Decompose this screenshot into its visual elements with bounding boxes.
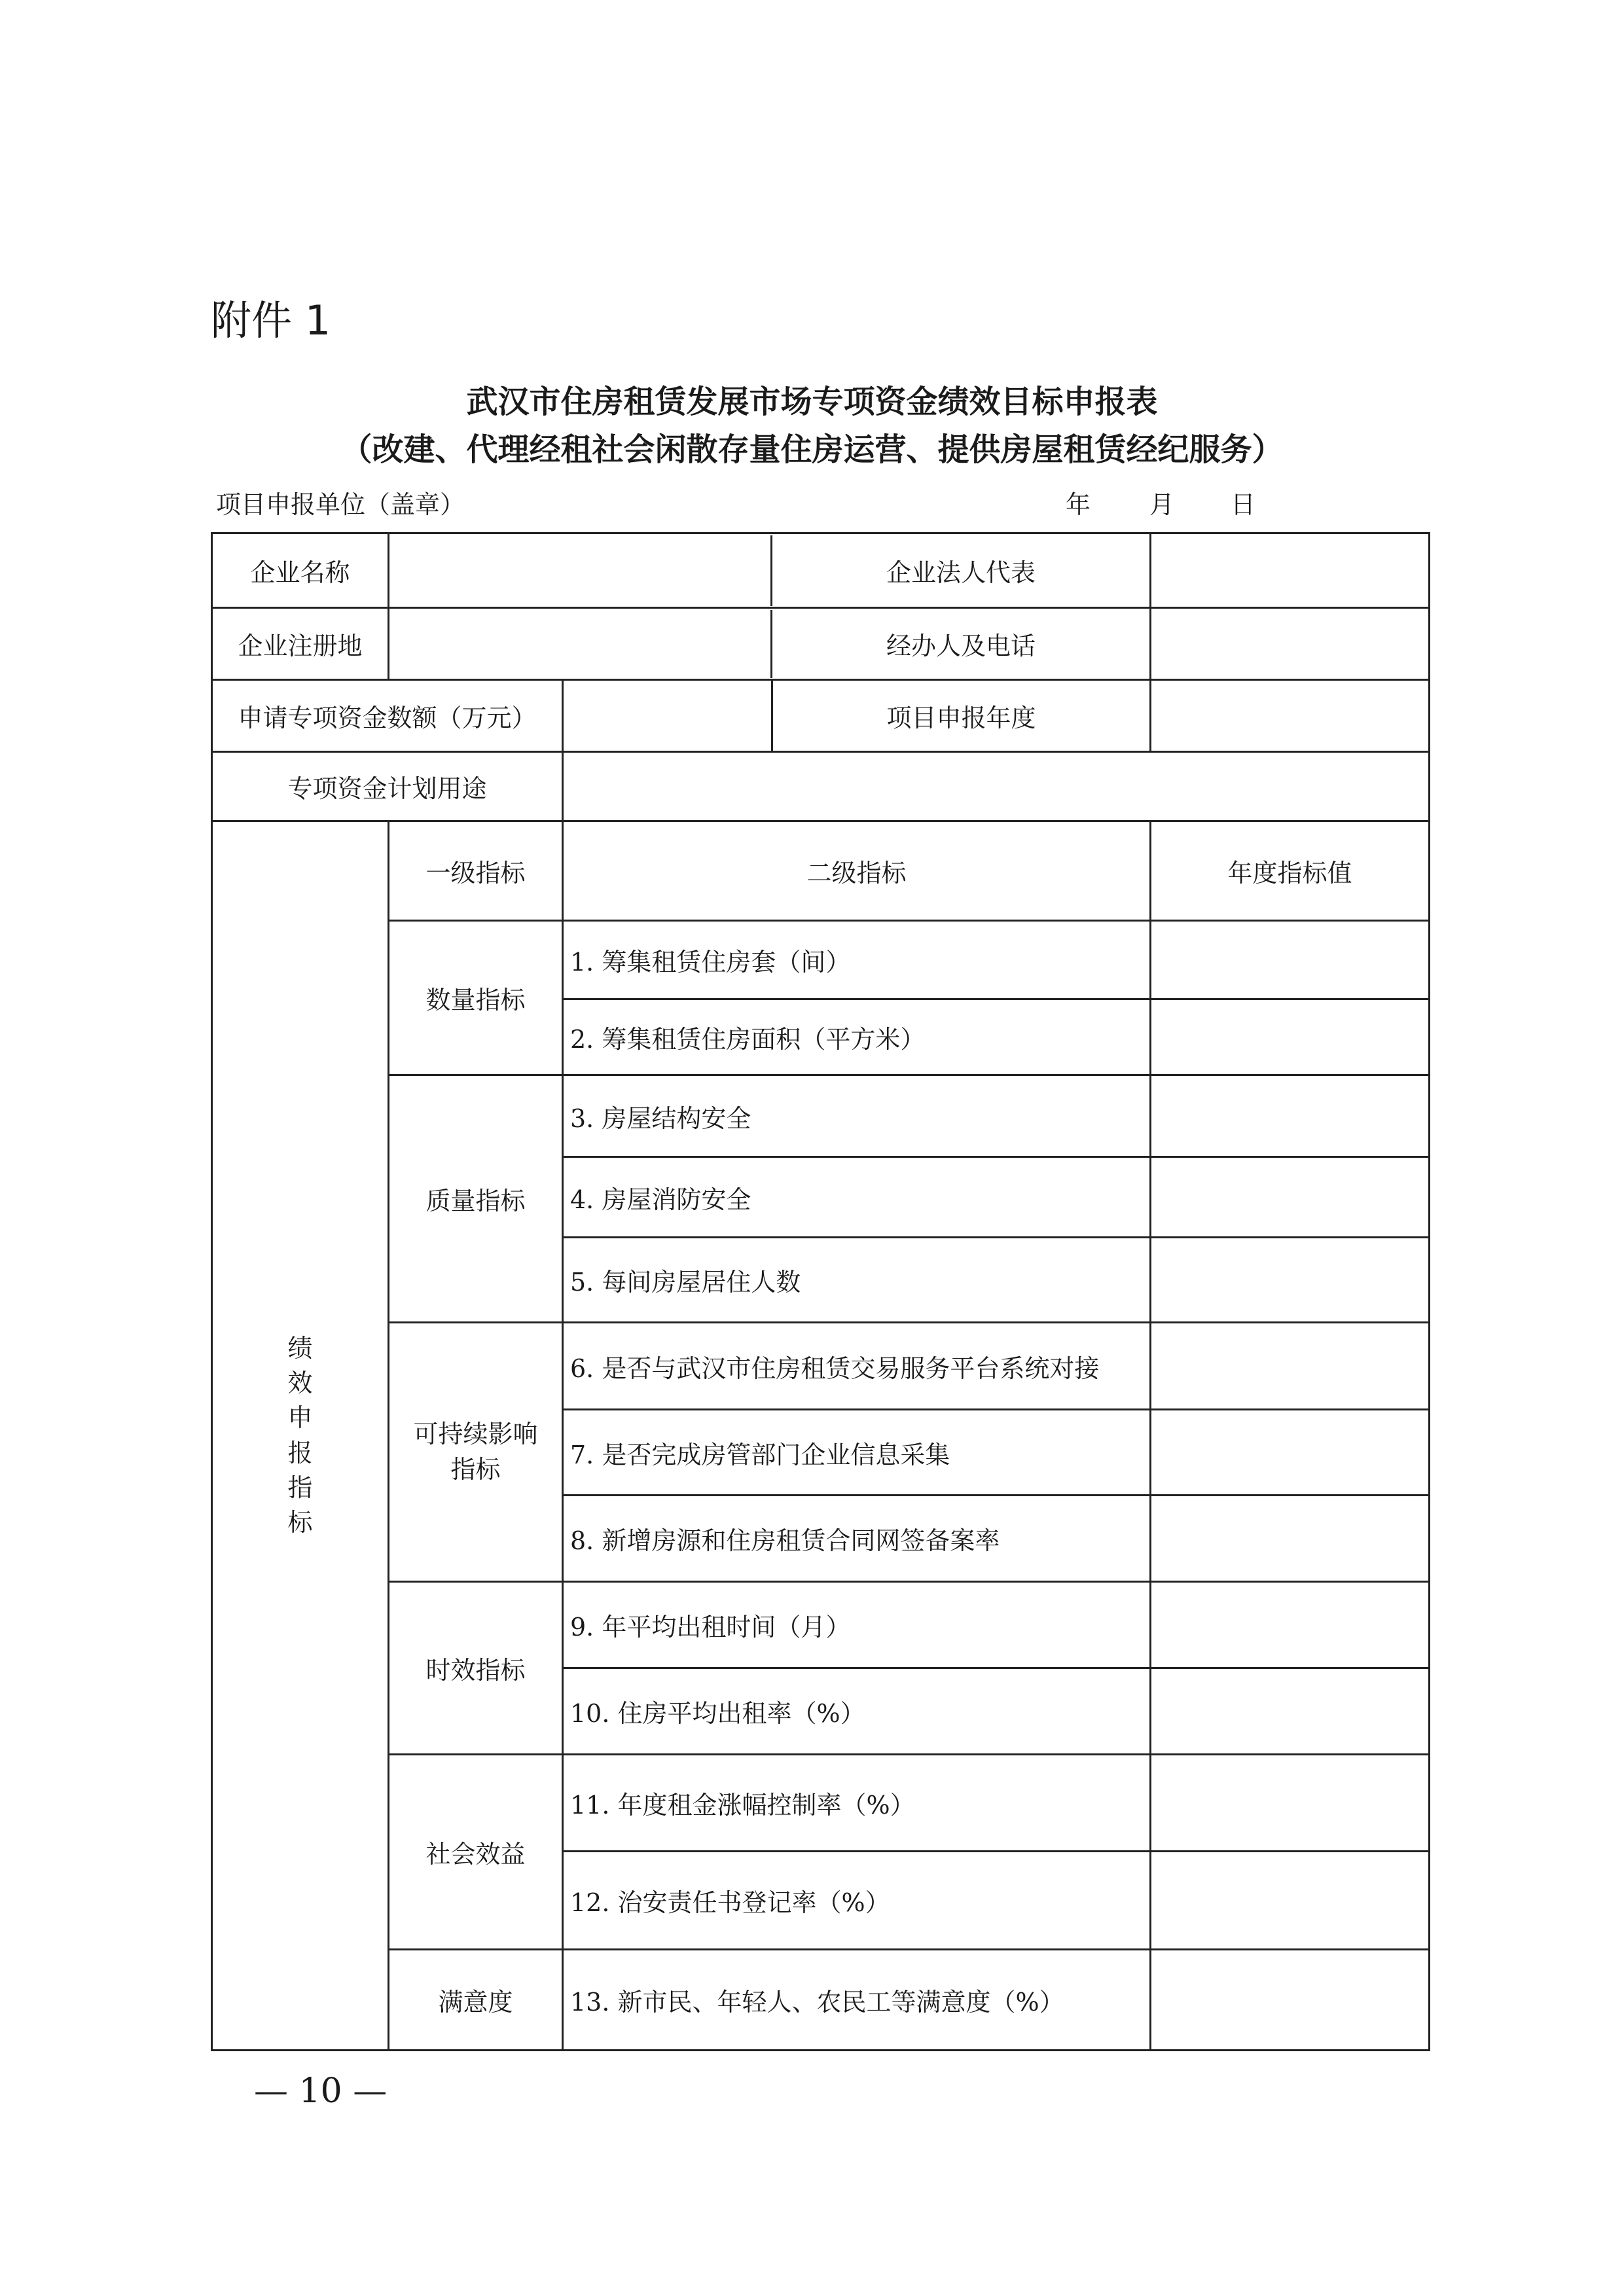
legal-rep-value[interactable] [1151,533,1430,608]
company-name-label: 企业名称 [212,533,389,608]
project-year-label: 项目申报年度 [772,680,1151,752]
performance-target-form [211,532,1430,2051]
handler-phone-value[interactable] [1151,608,1430,680]
indicator-1: 1. 筹集租赁住房套（间） [563,921,1151,999]
fund-amount-value[interactable] [563,680,772,752]
indicator-7: 7. 是否完成房管部门企业信息采集 [563,1410,1151,1496]
form-title: 武汉市住房租赁发展市场专项资金绩效目标申报表 [466,384,1158,420]
indicator-5: 5. 每间房屋居住人数 [563,1238,1151,1323]
indicator-8: 8. 新增房源和住房租赁合同网签备案率 [563,1496,1151,1582]
company-name-value[interactable] [389,535,772,606]
company-name-value-cell[interactable] [389,533,1151,608]
legal-rep-label: 企业法人代表 [886,558,1036,587]
indicator-3-value[interactable] [1151,1075,1430,1157]
indicator-6: 6. 是否与武汉市住房租赁交易服务平台系统对接 [563,1323,1151,1410]
perf-indicator-label-cell [212,821,389,2051]
form-subtitle: （改建、代理经租社会闲散存量住房运营、提供房屋租赁经纪服务） [340,431,1284,468]
indicator-10: 10. 住房平均出租率（%） [563,1668,1151,1755]
indicator-6-value[interactable] [1151,1323,1430,1410]
indicator-9-value[interactable] [1151,1582,1430,1668]
page-number: — 10 — [254,2072,388,2111]
group-sustain-label: 可持续影响指标 [413,1420,538,1484]
indicator-5-value[interactable] [1151,1238,1430,1323]
indicator-12: 12. 治安责任书登记率（%） [563,1852,1151,1950]
group-quality: 质量指标 [389,1075,563,1323]
indicator-4: 4. 房屋消防安全 [563,1157,1151,1238]
indicator-1-value[interactable] [1151,921,1430,999]
group-sustain [389,1323,563,1582]
fund-purpose-value[interactable] [563,752,1430,821]
applicant-unit-label: 项目申报单位（盖章） [216,490,465,519]
indicator-7-value[interactable] [1151,1410,1430,1496]
indicator-3: 3. 房屋结构安全 [563,1075,1151,1157]
indicator-9: 9. 年平均出租时间（月） [563,1582,1151,1668]
perf-indicator-label: 绩效申报指标 [287,1333,313,1537]
indicator-12-value[interactable] [1151,1852,1430,1950]
indicator-4-value[interactable] [1151,1157,1430,1238]
indicator-11: 11. 年度租金涨幅控制率（%） [563,1755,1151,1852]
attachment-label: 附件 1 [211,296,331,344]
indicator-11-value[interactable] [1151,1755,1430,1852]
level2-header: 二级指标 [563,821,1151,921]
group-timeliness: 时效指标 [389,1582,563,1755]
level1-header: 一级指标 [389,821,563,921]
group-quantity: 数量指标 [389,921,563,1075]
group-social: 社会效益 [389,1755,563,1950]
group-satisfaction: 满意度 [389,1950,563,2051]
indicator-2-value[interactable] [1151,999,1430,1075]
date-year-label: 年 [1066,490,1091,519]
reg-address-value[interactable] [389,610,772,678]
date-month-label: 月 [1149,490,1175,519]
reg-address-label: 企业注册地 [212,608,389,680]
indicator-10-value[interactable] [1151,1668,1430,1755]
date-day-label: 日 [1231,490,1256,519]
annual-value-header: 年度指标值 [1151,821,1430,921]
handler-phone-label: 经办人及电话 [886,632,1036,660]
fund-purpose-label: 专项资金计划用途 [212,752,563,821]
project-year-value[interactable] [1151,680,1430,752]
reg-address-value-cell[interactable] [389,608,1151,680]
fund-amount-label: 申请专项资金数额（万元） [212,680,563,752]
indicator-13: 13. 新市民、年轻人、农民工等满意度（%） [563,1950,1151,2051]
indicator-13-value[interactable] [1151,1950,1430,2051]
indicator-8-value[interactable] [1151,1496,1430,1582]
indicator-2: 2. 筹集租赁住房面积（平方米） [563,999,1151,1075]
